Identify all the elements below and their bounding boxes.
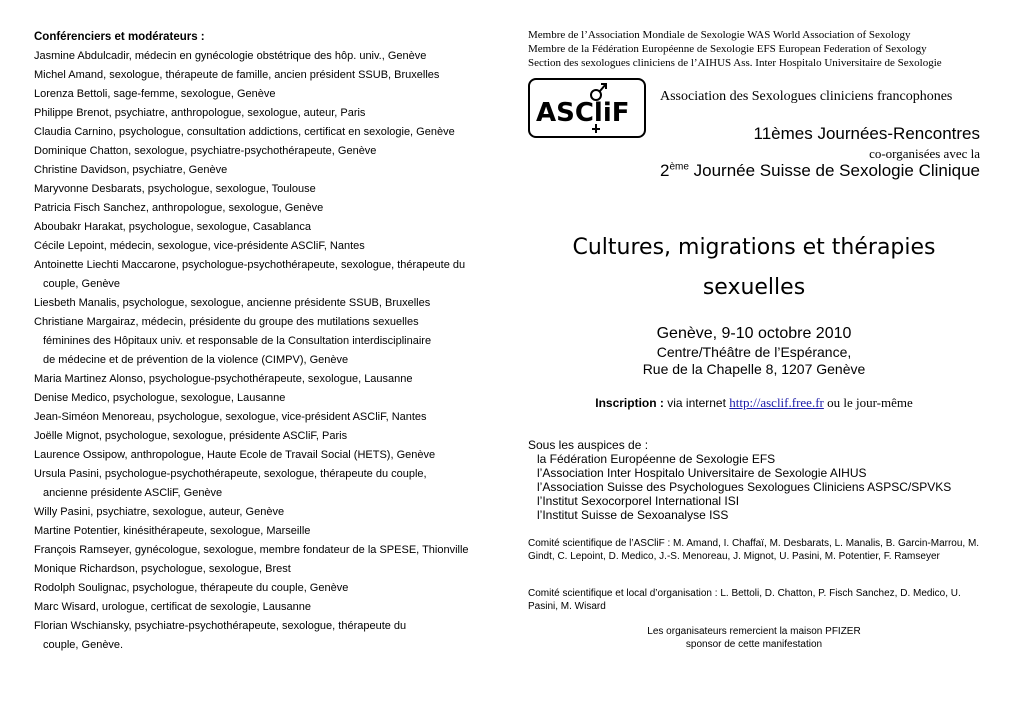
event-venue: Centre/Théâtre de l’Espérance, [656,344,852,360]
membership-line: Membre de la Fédération Européenne de Sexologie EFS European Federation of Sexology [528,43,927,55]
event-date: Genève, 9-10 octobre 2010 [656,325,852,342]
local-committee: Comité scientifique et local d’organisation : L. Bettoli, D. Chatton, P. Fisch Sanchez, D. Medico, U. Pasini, M. Wisard [528,588,961,612]
speaker-line: Maria Martinez Alonso, psychologue-psychothérapeute, sexologue, Lausanne [34,373,413,385]
speaker-line: Patricia Fisch Sanchez, anthropologue, sexologue, Genève [34,202,324,214]
speaker-line: Jasmine Abdulcadir, médecin en gynécologie obstétrique des hôp. univ., Genève [34,50,427,62]
speaker-line-continuation: ancienne présidente ASCliF, Genève [43,487,223,499]
swiss-day-suffix: ème [669,161,689,173]
speaker-list [34,47,494,655]
sponsor-thanks-line: sponsor de cette manifestation [685,638,823,650]
auspices-heading: Sous les auspices de : [528,438,649,452]
speaker-line: Christine Davidson, psychiatre, Genève [34,164,228,176]
event-column [528,28,980,650]
sponsor-thanks-line: Les organisateurs remercient la maison PFIZER [647,626,861,637]
membership-line: Membre de l’Association Mondiale de Sexologie WAS World Association of Sexology [528,29,911,41]
speaker-line: Aboubakr Harakat, psychologue, sexologue, Casablanca [34,221,312,233]
speaker-line: Joëlle Mignot, psychologue, sexologue, présidente ASCliF, Paris [34,430,348,442]
speaker-line: Florian Wschiansky, psychiatre-psychothérapeute, sexologue, thérapeute du [34,620,407,632]
event-title-line: sexuelles [702,275,806,300]
event-location [528,324,980,378]
association-name: Association des Sexologues cliniciens francophones [660,89,953,104]
auspices-item: l’Institut Sexocorporel International ISI [537,494,740,508]
speakers-column [34,28,494,655]
logo-text: ASCliF [536,98,630,128]
registration-link[interactable]: http://asclif.free.fr [729,395,824,410]
memberships-block [528,28,980,70]
membership-line: Section des sexologues cliniciens de l’AIHUS Ass. Inter Hospitalo Universitaire de Sexologie [528,57,942,69]
speaker-line: Maryvonne Desbarats, psychologue, sexologue, Toulouse [34,183,316,195]
registration-alternative: ou le jour-même [823,395,913,410]
speaker-line: Christiane Margairaz, médecin, présidente du groupe des mutilations sexuelles [34,316,419,328]
event-edition: 11èmes Journées-Rencontres [753,124,980,143]
scientific-committee: Comité scientifique de l’ASCliF : M. Amand, I. Chaffaï, M. Desbarats, L. Manalis, B. Garcin-Marrou, M. Gindt, C. Lepoint, D. Medico, J.-S. Menoreau, J. Mignot, U. Pasini, M. Potentier, F. Ramseyer [528,538,980,562]
swiss-day-number: 2 [660,161,670,180]
speaker-line: Marc Wisard, urologue, certificat de sexologie, Lausanne [34,601,311,613]
speaker-line: Willy Pasini, psychiatre, sexologue, auteur, Genève [34,506,285,518]
auspices-item: l’Association Suisse des Psychologues Sexologues Cliniciens ASPSC/SPVKS [537,480,952,494]
auspices-item: la Fédération Européenne de Sexologie EFS [537,452,776,466]
speaker-line: Liesbeth Manalis, psychologue, sexologue, ancienne présidente SSUB, Bruxelles [34,297,431,309]
swiss-day-text: Journée Suisse de Sexologie Clinique [688,161,980,180]
sponsor-thanks [528,626,980,651]
speaker-line: Ursula Pasini, psychologue-psychothérapeute, sexologue, thérapeute du couple, [34,468,427,480]
speaker-line: Martine Potentier, kinésithérapeute, sexologue, Marseille [34,525,311,537]
speaker-line: Monique Richardson, psychologue, sexologue, Brest [34,563,291,575]
event-title-line: Cultures, migrations et thérapies [572,235,936,260]
speaker-line: Jean-Siméon Menoreau, psychologue, sexologue, vice-président ASCliF, Nantes [34,411,427,423]
event-title [528,228,980,308]
asclif-logo [528,78,646,138]
event-address: Rue de la Chapelle 8, 1207 Genève [642,361,866,377]
swiss-day-title [660,161,980,181]
speaker-line: Antoinette Liechti Maccarone, psychologue-psychothérapeute, sexologue, thérapeute du [34,259,466,271]
speaker-line-continuation: couple, Genève. [43,639,124,651]
co-organized-label: co-organisées avec la [869,146,980,161]
speaker-line: Philippe Brenot, psychiatre, anthropologue, sexologue, auteur, Paris [34,107,366,119]
speaker-line: Lorenza Bettoli, sage-femme, sexologue, Genève [34,88,276,100]
auspices-block [528,438,951,522]
speaker-line: Cécile Lepoint, médecin, sexologue, vice-présidente ASCliF, Nantes [34,240,365,252]
speaker-line: Michel Amand, sexologue, thérapeute de famille, ancien président SSUB, Bruxelles [34,69,440,81]
speaker-line: Claudia Carnino, psychologue, consultation addictions, certificat en sexologie, Genève [34,126,455,138]
registration-via: via internet [663,396,730,410]
registration-label: Inscription : [595,396,664,410]
speaker-line: Laurence Ossipow, anthropologue, Haute Ecole de Travail Social (HETS), Genève [34,449,436,461]
registration-line [528,395,980,411]
speakers-heading: Conférenciers et modérateurs : [34,31,205,43]
speaker-line: Dominique Chatton, sexologue, psychiatre-psychothérapeute, Genève [34,145,377,157]
auspices-item: l’Association Inter Hospitalo Universitaire de Sexologie AIHUS [537,466,867,480]
speaker-line-continuation: de médecine et de prévention de la violence (CIMPV), Genève [43,354,349,366]
speaker-line: François Ramseyer, gynécologue, sexologue, membre fondateur de la SPESE, Thionville [34,544,469,556]
speaker-line-continuation: féminines des Hôpitaux univ. et responsable de la Consultation interdisciplinaire [43,335,432,347]
asclif-logo-graphic [530,80,644,136]
speaker-line-continuation: couple, Genève [43,278,121,290]
speaker-line: Denise Medico, psychologue, sexologue, Lausanne [34,392,286,404]
speaker-line: Rodolph Soulignac, psychologue, thérapeute du couple, Genève [34,582,349,594]
auspices-item: l’Institut Suisse de Sexoanalyse ISS [537,508,729,522]
